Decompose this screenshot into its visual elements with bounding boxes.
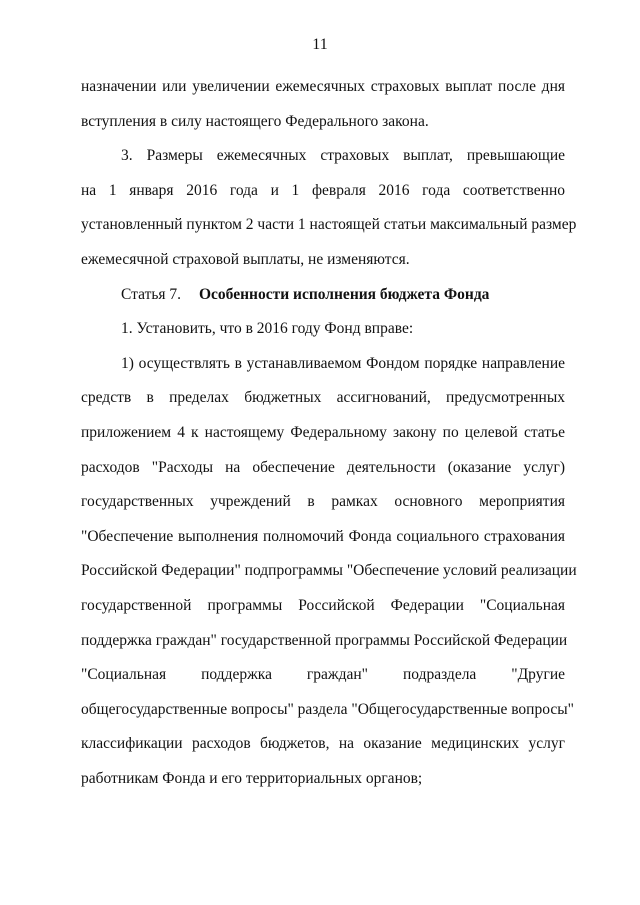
article-number: Статья 7. [121,285,182,303]
subclause-1-line-9: поддержка граждан" государственной программы Российской Федерации [81,631,568,649]
page-number: 11 [312,36,328,53]
subclause-1-line-5: государственных учреждений в рамках основного мероприятия [81,493,565,511]
article-title: Особенности исполнения бюджета Фонда [199,285,490,303]
document-body [81,77,577,803]
subclause-1-line-13: работникам Фонда и его территориальных органов; [81,769,423,787]
subclause-1-line-2: средств в пределах бюджетных ассигнований, предусмотренных [81,389,565,407]
continuation-line-2: вступления в силу настоящего Федерального закона. [81,112,429,130]
subclause-1-line-8: государственной программы Российской Федерации "Социальная [81,596,565,614]
paragraph-3-line-4: ежемесячной страховой выплаты, не изменяются. [81,250,410,268]
subclause-1-line-7: Российской Федерации" подпрограммы "Обеспечение условий реализации [81,562,577,580]
continuation-line-1: назначении или увеличении ежемесячных страховых выплат после дня [81,78,565,95]
subclause-1-line-1: 1) осуществлять в устанавливаемом Фондом порядке направление [121,354,565,372]
article-heading [81,285,565,320]
paragraph-3-line-3: установленный пунктом 2 части 1 настоящей статьи максимальный размер [81,216,577,234]
clause-1: 1. Установить, что в 2016 году Фонд вправе: [121,320,414,338]
paragraph-3-line-2: на 1 января 2016 года и 1 февраля 2016 года соответственно [81,181,565,199]
subclause-1-line-6: "Обеспечение выполнения полномочий Фонда социального страхования [81,527,565,545]
subclause-1-line-4: расходов "Расходы на обеспечение деятельности (оказание услуг) [81,458,565,476]
subclause-1-line-3: приложением 4 к настоящему Федеральному закону по целевой статье [81,423,565,441]
subclause-1-line-11: общегосударственные вопросы" раздела "Общегосударственные вопросы" [81,700,574,718]
paragraph-3-line-1: 3. Размеры ежемесячных страховых выплат, превышающие [121,147,565,165]
subclause-1-line-10: "Социальная поддержка граждан" подраздела "Другие [81,666,565,684]
subclause-1-line-12: классификации расходов бюджетов, на оказание медицинских услуг [81,735,565,753]
